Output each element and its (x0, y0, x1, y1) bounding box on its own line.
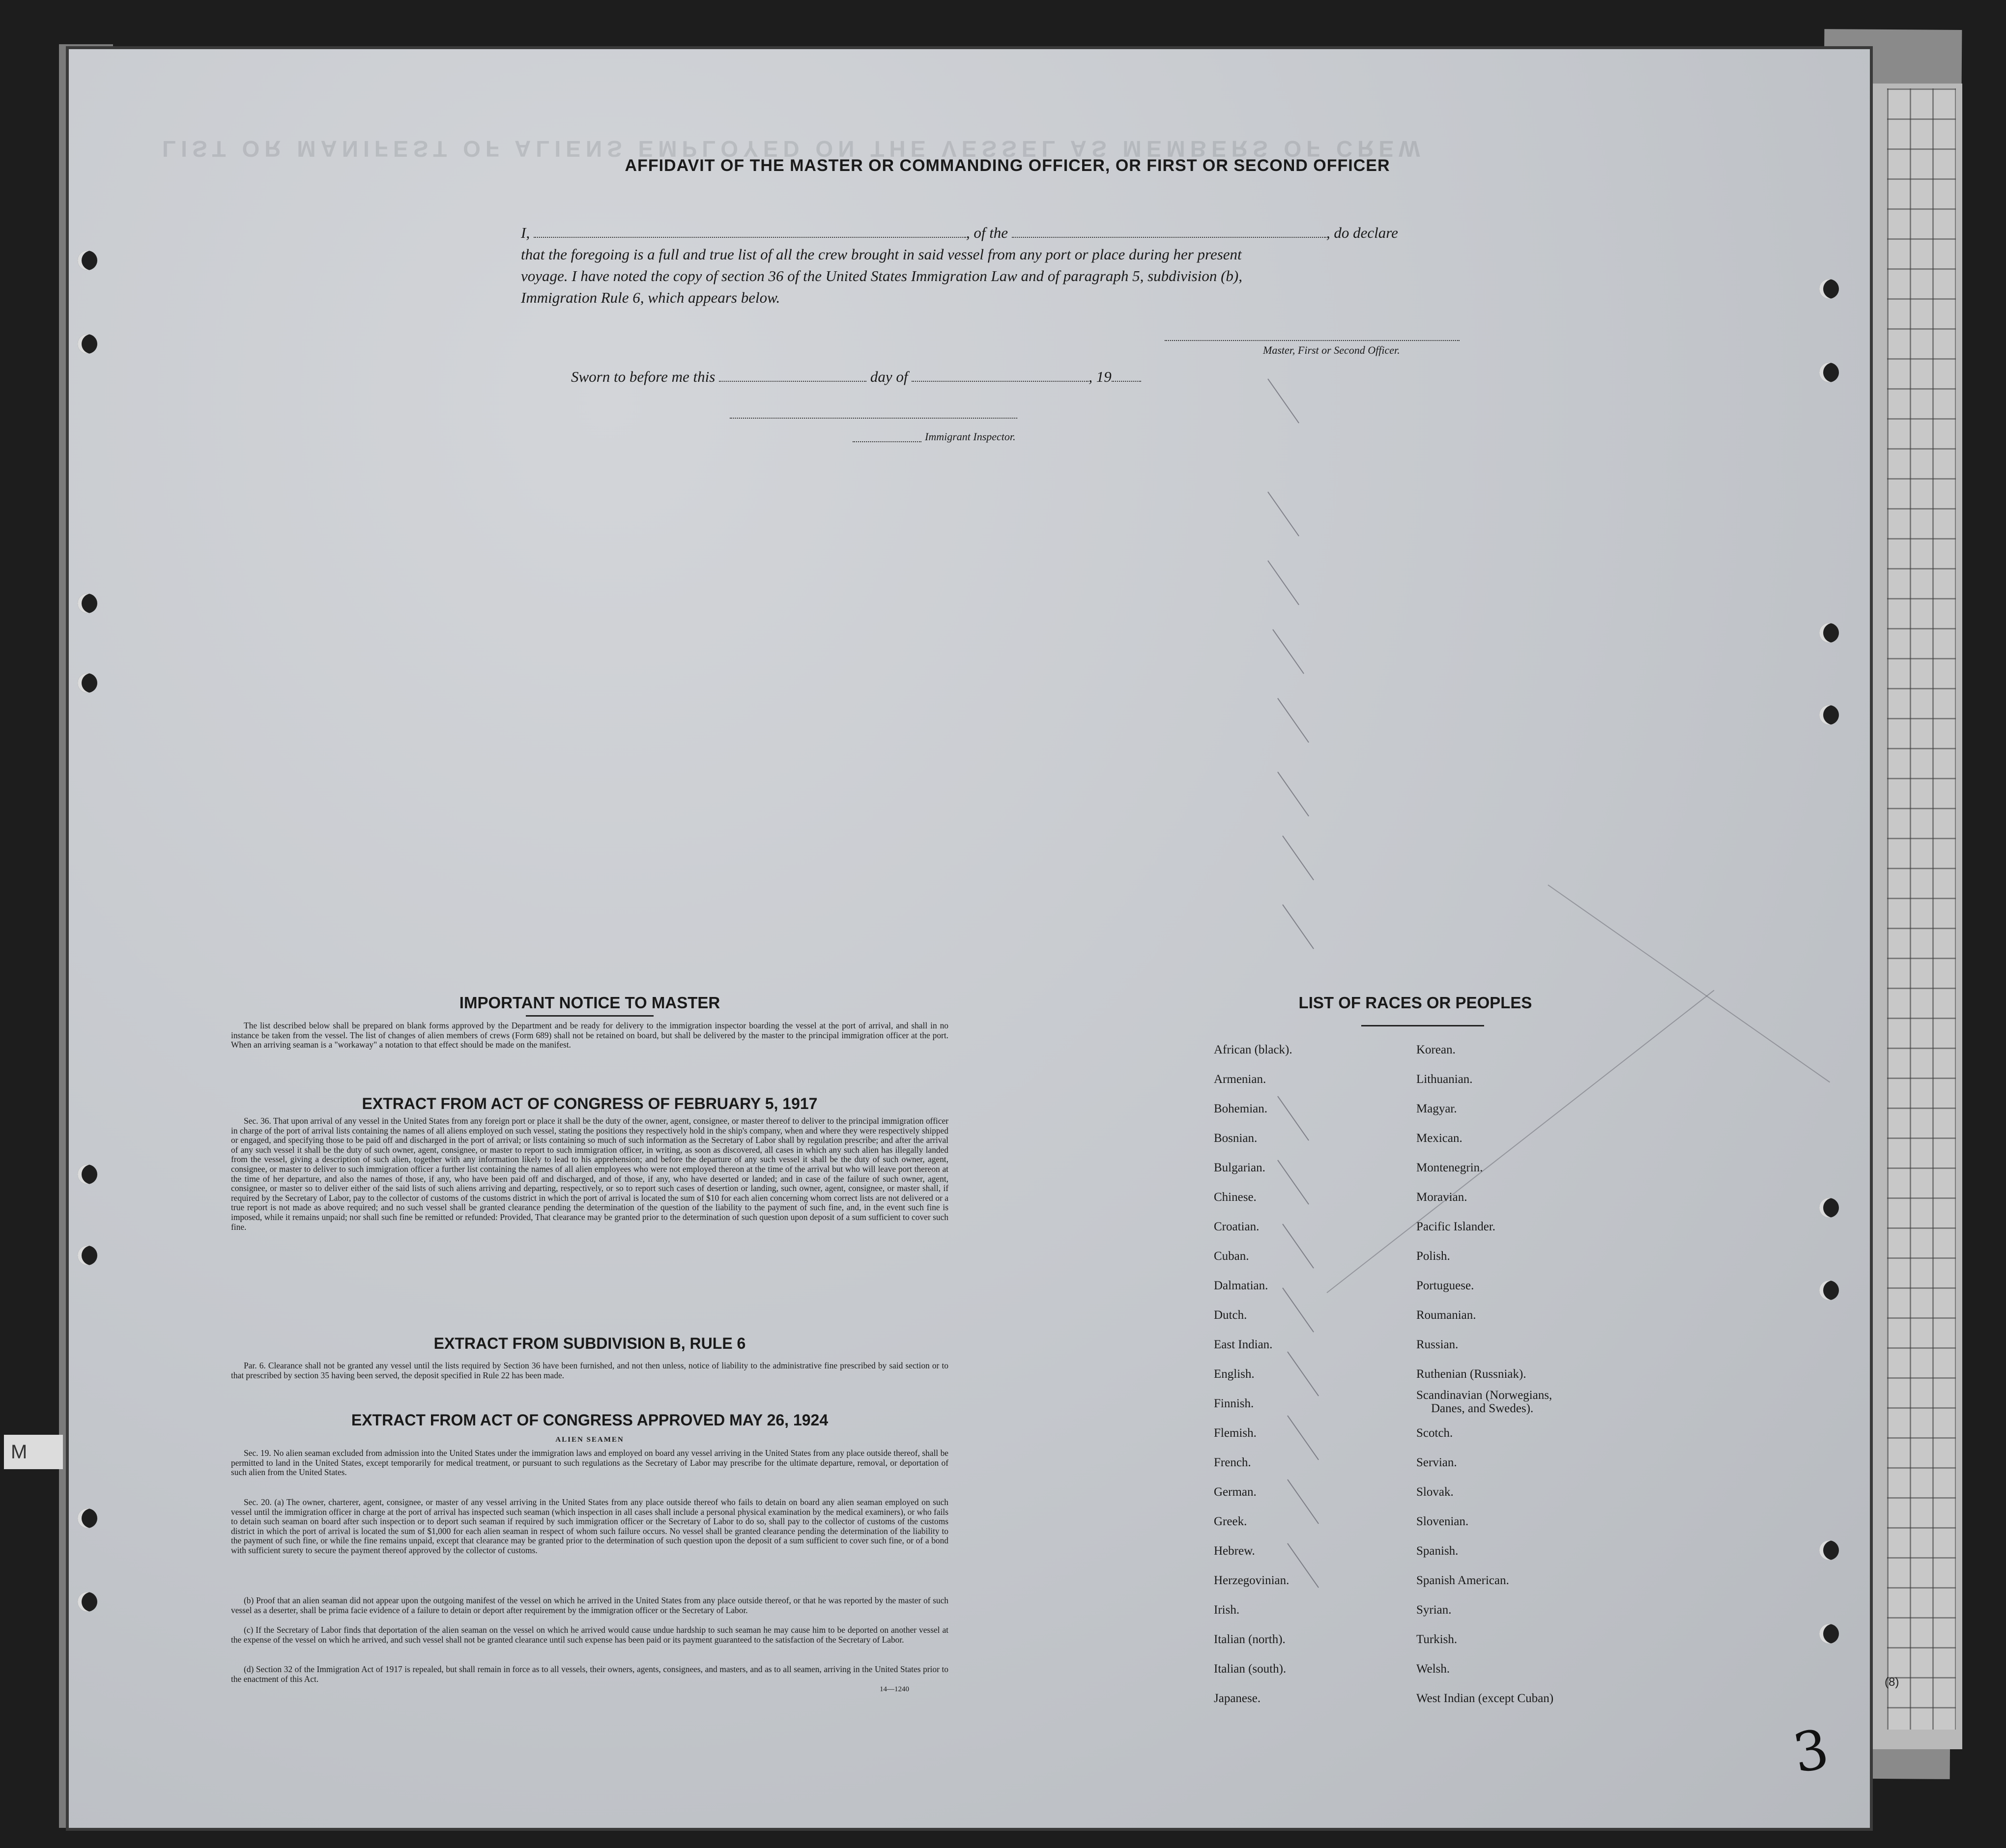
race-item: Irish. (1214, 1603, 1240, 1617)
vessel-blank[interactable] (1012, 224, 1326, 238)
race-item: Dalmatian. (1214, 1279, 1268, 1292)
race-item: Mexican. (1416, 1132, 1462, 1145)
race-item: Japanese. (1214, 1692, 1261, 1705)
punch-hole-left (78, 334, 97, 354)
race-item: Scandinavian (Norwegians, (1416, 1389, 1552, 1402)
punch-hole-right (1819, 1540, 1839, 1560)
punch-hole-right (1819, 1280, 1839, 1300)
race-item: Scotch. (1416, 1426, 1453, 1440)
punch-hole-left (78, 1592, 97, 1612)
race-item: Bosnian. (1214, 1132, 1258, 1145)
race-item: Welsh. (1416, 1662, 1450, 1676)
form-code: 14—1240 (880, 1685, 909, 1693)
race-item: Syrian. (1416, 1603, 1452, 1617)
race-item: Chinese. (1214, 1191, 1257, 1204)
race-item: Italian (north). (1214, 1633, 1286, 1646)
race-item: Polish. (1416, 1250, 1450, 1263)
punch-hole-left (78, 1246, 97, 1265)
sworn-label: Sworn to before me this (571, 368, 716, 385)
race-item: Montenegrin. (1416, 1161, 1483, 1174)
race-item: Magyar. (1416, 1102, 1457, 1115)
punch-hole-left (78, 1508, 97, 1528)
sec19-text: Sec. 19. No alien seaman excluded from admission into the United States under the immigration laws and employed on board any vessel arriving in the United States from any place outside thereof, shall be permitted to land in the United States, except temporarily for medical treatment, or pursuant to such regulations as the Secretary of Labor may prescribe for the ultimate departure, removal, or deportation of such alien from the United States. (231, 1448, 948, 1478)
affidavit-title: AFFIDAVIT OF THE MASTER OR COMMANDING OFFICER, OR FIRST OR SECOND OFFICER (625, 156, 1390, 175)
race-item: East Indian. (1214, 1338, 1273, 1351)
day-of-label: day of (870, 368, 908, 385)
punch-hole-left (78, 594, 97, 613)
sec20d-text: (d) Section 32 of the Immigration Act of 1917 is repealed, but shall remain in force as to all vessels, their owners, agents, consignees, and masters, and as to all seamen, arriving in the United States prior to the enactment of this Act. (231, 1664, 948, 1684)
race-item: Finnish. (1214, 1397, 1254, 1410)
race-item: Slovenian. (1416, 1515, 1469, 1528)
handwritten-page-number: 3 (1788, 1717, 1834, 1786)
inspector-signature-line[interactable] (730, 418, 1017, 419)
race-item: Hebrew. (1214, 1544, 1255, 1558)
inspector-signature-caption: Immigrant Inspector. (925, 430, 1016, 443)
affidavit-text-line: voyage. I have noted the copy of section 36 of the United States Immigration Law and of paragraph 5, subdivision (b), (521, 267, 1242, 284)
race-item: English. (1214, 1367, 1255, 1381)
notice-rule (526, 1015, 654, 1017)
sec20c-text: (c) If the Secretary of Labor finds that deportation of the alien seaman on the vessel on which he arrived would cause undue hardship to such seaman he may cause him to be deported on another vessel at the expense of the vessel on which he arrived, and such vessel shall not be granted clearance until such expense has been paid or its payment guaranteed to the satisfaction of the Secretary of Labor. (231, 1625, 948, 1645)
sec20a-text: Sec. 20. (a) The owner, charterer, agent, consignee, or master of any vessel arriving in the United States from any place outside thereof who fails to detain on board any alien seaman employed on such vessel until the immigration officer in charge at the port of arrival has inspected such seaman (which inspection in all cases shall include a personal physical examination by the medical examiners), or who fails to detain such seaman on board after such inspection or to deport such seaman if required by such immigration officer or the Secretary of Labor to do so, shall pay to the collector of customs of the customs district in which the port of arrival is located the sum of $1,000 for each alien seaman in respect of whom such failure occurs. No vessel shall be granted clearance pending the determination of the liability to the payment of such fine, or while the fine remains unpaid, except that clearance may be granted prior to the determination of such question upon the deposit of a sum sufficient to cover such fine, or of a bond with sufficient surety to secure the payment thereof approved by the collector of customs. (231, 1497, 948, 1555)
race-item: Pacific Islander. (1416, 1220, 1496, 1233)
punch-hole-left (78, 673, 97, 693)
sworn-line (571, 366, 1554, 388)
race-item: Croatian. (1214, 1220, 1260, 1233)
race-item: Turkish. (1416, 1633, 1458, 1646)
extract-rule6-title: EXTRACT FROM SUBDIVISION B, RULE 6 (433, 1335, 746, 1352)
punch-hole-right (1819, 1624, 1839, 1644)
race-item: Ruthenian (Russniak). (1416, 1367, 1526, 1381)
inspector-caption-lead (853, 441, 921, 442)
of-the-label: , of the (966, 224, 1008, 241)
punch-hole-right (1819, 623, 1839, 643)
grid-ledger-strip (1887, 88, 1956, 1730)
race-item: Roumanian. (1416, 1308, 1476, 1322)
race-item: Cuban. (1214, 1250, 1249, 1263)
race-item: Danes, and Swedes). (1431, 1402, 1534, 1415)
race-item: Greek. (1214, 1515, 1247, 1528)
punch-hole-left (78, 251, 97, 270)
sworn-year-blank[interactable] (1112, 368, 1141, 382)
sworn-day-blank[interactable] (719, 368, 866, 382)
do-declare-label: , do declare (1326, 224, 1398, 241)
name-blank[interactable] (534, 224, 966, 238)
margin-tab-label: M (4, 1435, 63, 1469)
punch-hole-left (78, 1165, 97, 1184)
extract-1917-text: Sec. 36. That upon arrival of any vessel in the United States from any foreign port or place it shall be the duty of the owner, agent, consignee, or master thereof to deliver to the principal immigration officer in charge of the port of arrival lists containing the names of all aliens employed on such vessel, stating the positions they respectively hold in the ship's company, when and where they were respectively shipped or engaged, and specifying those to be paid off and discharged in the port of arrival; or lists containing so much of such information as the Secretary of Labor shall by regulation prescribe; and after the arrival of any such vessel it shall be the duty of such owner, agent, consignee, or master to report to such immigration officer, in writing, as soon as discovered, all cases in which any such alien has illegally landed from the vessel, giving a description of such alien, together with any information likely to lead to his apprehension; and before the departure of any such vessel it shall be the duty of such owner, agent, consignee, or master to deliver to such immigration officer a further list containing the names of all alien employees who were not employed thereon at the time of the arrival but who will leave port thereon at the time of her departure, and also the names of those, if any, who have been paid off and discharged, and of those, if any, who have deserted or landed; and in case of the failure of such owner, agent, consignee, or master so to deliver either of the said lists of such aliens arriving and departing, respectively, or so to report such cases of desertion or landing, such owner, agent, consignee, or master shall, if required by the Secretary of Labor, pay to the collector of customs of the customs district in which the port of arrival is located the sum of $10 for each alien concerning whom correct lists are not delivered or a true report is not made as above required; and no such vessel shall be granted clearance pending the determination of the question of the liability to the payment of such fine, and, in the event such fine is imposed, while it remains unpaid; nor shall such fine be remitted or refunded: Provided, That clearance may be granted prior to the determination of such question upon deposit of a sum sufficient to cover such fine. (231, 1116, 948, 1232)
race-item: German. (1214, 1485, 1257, 1499)
extract-rule6-text: Par. 6. Clearance shall not be granted any vessel until the lists required by Section 36 have been furnished, and not then unless, notice of liability to the administrative fine prescribed by said section or to that prescribed by section 35 having been served, the deposit specified in Rule 22 has been made. (231, 1361, 948, 1380)
race-item: Portuguese. (1416, 1279, 1474, 1292)
race-item: West Indian (except Cuban) (1416, 1692, 1554, 1705)
extract-1924-title: EXTRACT FROM ACT OF CONGRESS APPROVED MAY 26, 1924 (351, 1411, 829, 1429)
alien-seamen-subtitle: ALIEN SEAMEN (555, 1436, 624, 1444)
race-item: Servian. (1416, 1456, 1457, 1469)
bleedthrough-text: LIST OR MANIFEST OF ALIENS EMPLOYED ON THE VESSEL AS MEMBERS OF CREW (162, 136, 1425, 162)
race-item: Armenian. (1214, 1073, 1266, 1086)
document-page (69, 49, 1870, 1828)
notice-text: The list described below shall be prepared on blank forms approved by the Department and be ready for delivery to the immigration inspector boarding the vessel at the port of arrival, and shall in no instance be taken from the vessel. The list of changes of alien members of crews (Form 689) shall not be retained on board, but shall be delivered by the master to the principal immigration officer at the port. When an arriving seaman is a "workaway" a notation to that effect should be made on the manifest. (231, 1021, 948, 1050)
race-item: Korean. (1416, 1043, 1456, 1056)
master-signature-line[interactable] (1165, 340, 1460, 341)
race-item: French. (1214, 1456, 1251, 1469)
form-code-right: (8) (1885, 1676, 1899, 1689)
punch-hole-right (1819, 279, 1839, 299)
race-item: Spanish. (1416, 1544, 1459, 1558)
race-item: Slovak. (1416, 1485, 1454, 1499)
affidavit-text-line: that the foregoing is a full and true list of all the crew brought in said vessel from any port or place during her present (521, 246, 1242, 263)
race-item: Russian. (1416, 1338, 1459, 1351)
races-title: LIST OF RACES OR PEOPLES (1298, 994, 1532, 1012)
race-item: African (black). (1214, 1043, 1292, 1056)
affidavit-declaration-line (521, 222, 1504, 244)
race-item: Italian (south). (1214, 1662, 1287, 1676)
affidavit-pronoun: I, (521, 224, 530, 241)
race-item: Flemish. (1214, 1426, 1257, 1440)
punch-hole-right (1819, 1198, 1839, 1218)
race-item: Moravian. (1416, 1191, 1467, 1204)
notice-title: IMPORTANT NOTICE TO MASTER (459, 994, 720, 1012)
punch-hole-right (1819, 363, 1839, 382)
race-item: Dutch. (1214, 1308, 1247, 1322)
sworn-month-blank[interactable] (912, 368, 1089, 382)
affidavit-text-line: Immigration Rule 6, which appears below. (521, 289, 780, 306)
race-item: Bohemian. (1214, 1102, 1268, 1115)
races-rule (1361, 1025, 1484, 1026)
sec20b-text: (b) Proof that an alien seaman did not appear upon the outgoing manifest of the vessel on which he arrived in the United States from any place outside thereof, or that he was reported by the master of such vessel as a deserter, shall be prima facie evidence of a failure to detain or deport after requirement by the immigration officer or the Secretary of Labor. (231, 1595, 948, 1615)
race-item: Bulgarian. (1214, 1161, 1265, 1174)
race-item: Spanish American. (1416, 1574, 1509, 1587)
extract-1917-title: EXTRACT FROM ACT OF CONGRESS OF FEBRUARY 5, 1917 (362, 1095, 818, 1112)
year-label: , 19 (1089, 368, 1112, 385)
race-item: Lithuanian. (1416, 1073, 1473, 1086)
punch-hole-right (1819, 705, 1839, 725)
race-item: Herzegovinian. (1214, 1574, 1290, 1587)
master-signature-caption: Master, First or Second Officer. (1263, 344, 1400, 356)
